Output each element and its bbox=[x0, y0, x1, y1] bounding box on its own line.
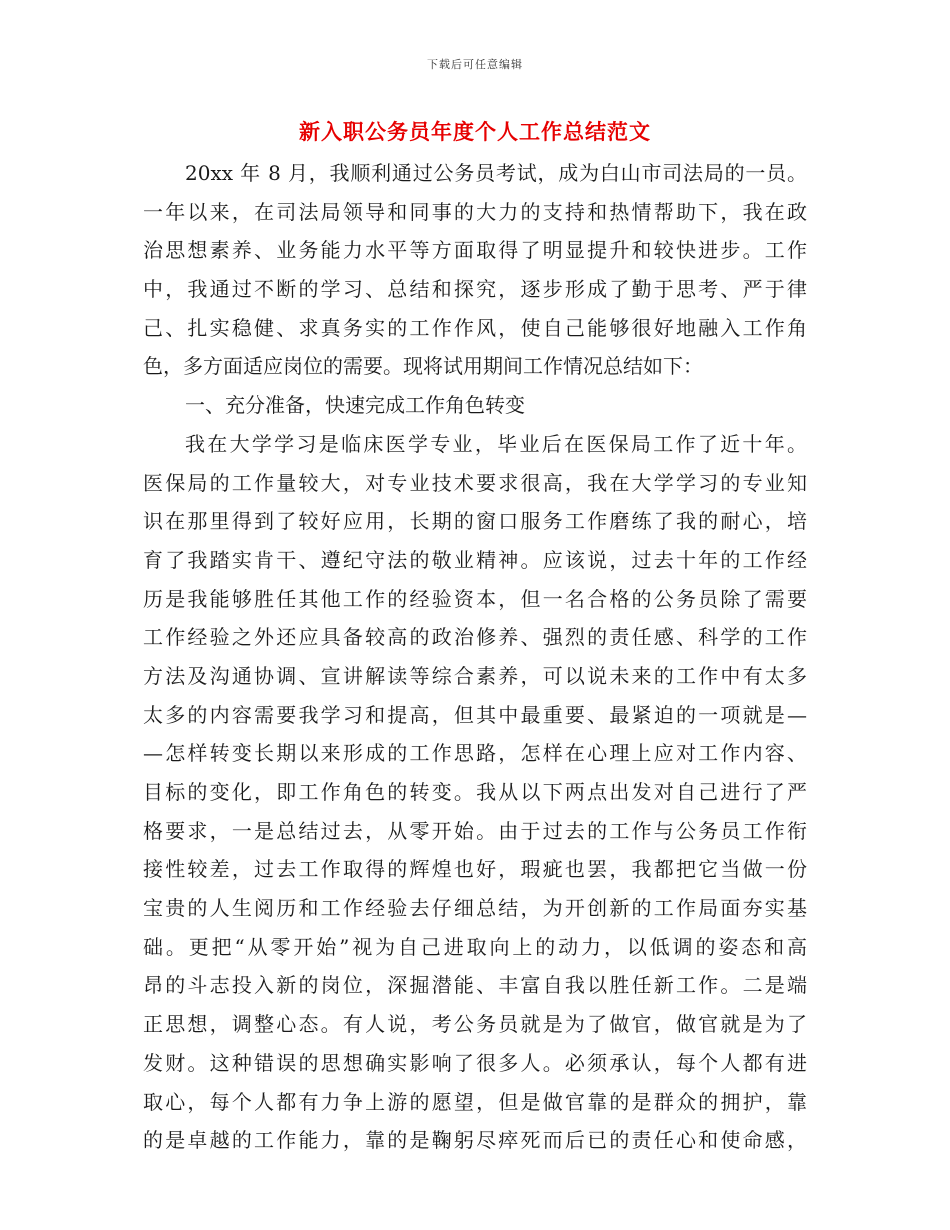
text-line: 中，我通过不断的学习、总结和探究，逐步形成了勤于思考、严于律 bbox=[143, 277, 807, 302]
text-line: 育了我踏实肯干、遵纪守法的敬业精神。应该说，过去十年的工作经 bbox=[143, 547, 807, 572]
document-body bbox=[143, 154, 807, 1160]
text-line: 取心，每个人都有力争上游的愿望，但是做官靠的是群众的拥护，靠 bbox=[143, 1089, 807, 1114]
text-line: 历是我能够胜任其他工作的经验资本，但一名合格的公务员除了需要 bbox=[143, 586, 807, 611]
text-line: 识在那里得到了较好应用，长期的窗口服务工作磨练了我的耐心，培 bbox=[143, 509, 807, 534]
text-line: 己、扎实稳健、求真务实的工作作风，使自己能够很好地融入工作角 bbox=[143, 315, 807, 340]
text-line: 宝贵的人生阅历和工作经验去仔细总结，为开创新的工作局面夯实基 bbox=[143, 896, 807, 921]
text-line: —怎样转变长期以来形成的工作思路，怎样在心理上应对工作内容、 bbox=[143, 741, 807, 766]
text-line: 一、充分准备，快速完成工作角色转变 bbox=[185, 393, 525, 418]
text-line: 一年以来，在司法局领导和同事的大力的支持和热情帮助下，我在政 bbox=[143, 199, 807, 224]
text-line: 的是卓越的工作能力，靠的是鞠躬尽瘁死而后已的责任心和使命感， bbox=[143, 1128, 807, 1153]
text-line: 方法及沟通协调、宣讲解读等综合素养，可以说未来的工作中有太多 bbox=[143, 663, 807, 688]
header-note: 下载后可任意编辑 bbox=[427, 58, 523, 71]
text-line: 太多的内容需要我学习和提高，但其中最重要、最紧迫的一项就是— bbox=[143, 702, 807, 727]
text-line: 础。更把“从零开始”视为自己进取向上的动力，以低调的姿态和高 bbox=[143, 934, 807, 959]
text-line: 治思想素养、业务能力水平等方面取得了明显提升和较快进步。工作 bbox=[143, 238, 807, 263]
text-line: 医保局的工作量较大，对专业技术要求很高，我在大学学习的专业知 bbox=[143, 470, 807, 495]
text-line: 格要求，一是总结过去，从零开始。由于过去的工作与公务员工作衔 bbox=[143, 818, 807, 843]
document-title: 新入职公务员年度个人工作总结范文 bbox=[299, 119, 651, 144]
text-line: 发财。这种错误的思想确实影响了很多人。必须承认，每个人都有进 bbox=[143, 1050, 807, 1075]
text-line: 工作经验之外还应具备较高的政治修养、强烈的责任感、科学的工作 bbox=[143, 625, 807, 650]
text-line: 接性较差，过去工作取得的辉煌也好，瑕疵也罢，我都把它当做一份 bbox=[143, 857, 807, 882]
text-line: 20xx 年 8 月，我顺利通过公务员考试，成为白山市司法局的一员。 bbox=[185, 161, 807, 185]
text-line: 昂的斗志投入新的岗位，深掘潜能、丰富自我以胜任新工作。二是端 bbox=[143, 973, 807, 998]
text-line: 正思想，调整心态。有人说，考公务员就是为了做官，做官就是为了 bbox=[143, 1012, 807, 1037]
text-line: 我在大学学习是临床医学专业，毕业后在医保局工作了近十年。 bbox=[185, 431, 807, 456]
text-line: 色，多方面适应岗位的需要。现将试用期间工作情况总结如下： bbox=[143, 354, 703, 379]
text-line: 目标的变化，即工作角色的转变。我从以下两点出发对自己进行了严 bbox=[143, 780, 807, 804]
